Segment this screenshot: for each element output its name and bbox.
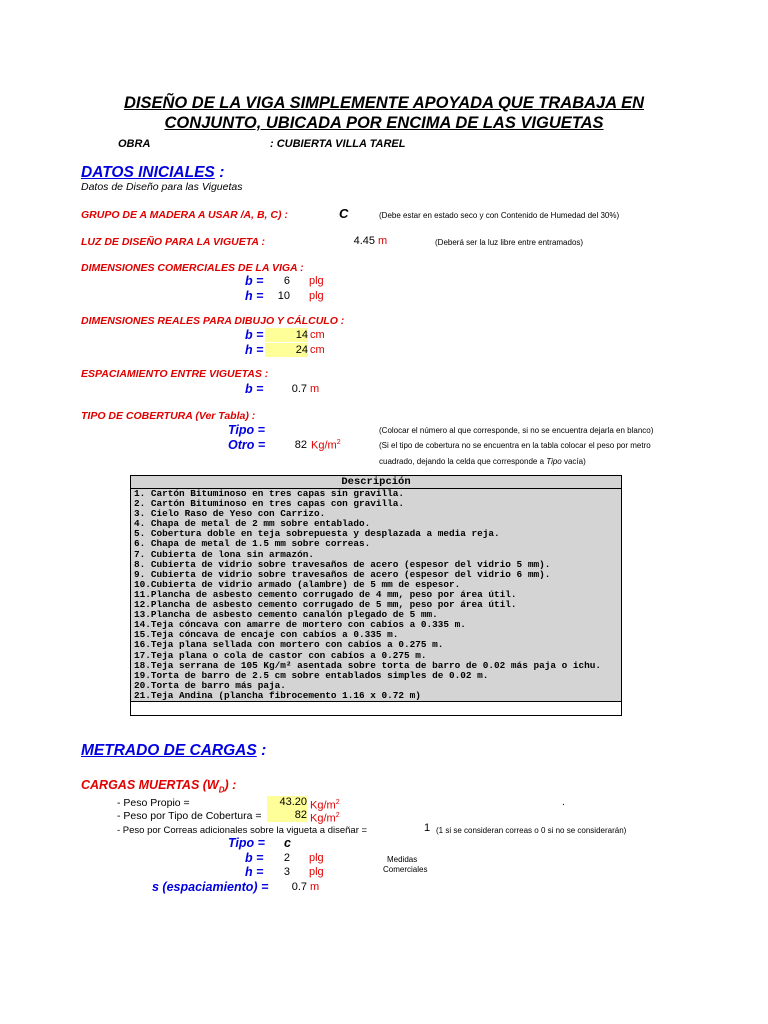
cobertura-otro-value[interactable]: 82 [294, 439, 307, 451]
luz-note: (Deberá ser la luz libre entre entramados) [435, 238, 584, 247]
table-row [131, 560, 622, 570]
peso-propio-value[interactable]: 43.20 [267, 796, 307, 809]
peso-correas-value[interactable]: 1 [424, 822, 431, 834]
peso-cobertura-value[interactable]: 82 [267, 809, 307, 822]
table-cell: 8. Cubierta de vidrio sobre travesaños de acero (espesor del vidrio 5 mm). [131, 560, 622, 570]
title-line-1: DISEÑO DE LA VIGA SIMPLEMENTE APOYADA QUE TRABAJA EN [123, 94, 645, 112]
peso-correas-note: (1 si se consideran correas o 0 si no se considerarán) [436, 826, 627, 835]
espac-label: ESPACIAMIENTO ENTRE VIGUETAS : [81, 368, 269, 380]
table-row [131, 590, 622, 600]
table-empty-row[interactable] [131, 701, 622, 715]
table-row [131, 671, 622, 681]
peso-propio-label: - Peso Propio = [117, 797, 190, 809]
table-row [131, 661, 622, 671]
metrado-heading-colon: : [261, 742, 267, 759]
table-row [131, 681, 622, 691]
table-cell: 20.Torta de barro más paja. [131, 681, 622, 691]
datos-subtitle: Datos de Diseño para las Viguetas [81, 181, 243, 193]
dim-com-h-unit: plg [309, 290, 324, 302]
table-cell: 11.Plancha de asbesto cemento corrugado de 4 mm, peso por área útil. [131, 590, 622, 600]
dim-com-b-value[interactable]: 6 [283, 275, 290, 287]
peso-cobertura-label: - Peso por Tipo de Cobertura = [117, 810, 262, 822]
cobertura-otro-unit: $Kg/m^2$ [311, 439, 341, 452]
cobertura-tipo-note: (Colocar el número al que corresponde, si no se encuentra dejarla en blanco) [379, 426, 654, 435]
table-row [131, 600, 622, 610]
table-cell: 18.Teja serrana de 105 Kg/m² asentada sobre torta de barro de 0.02 más paja o ichu. [131, 661, 622, 671]
peso-correas-label: - Peso por Correas adicionales sobre la vigueta a diseñar = [117, 825, 368, 836]
table-row [131, 550, 622, 560]
table-cell: 21.Teja Andina (plancha fibrocemento 1.16 x 0.72 m) [131, 691, 622, 702]
espac-b-label: b = [245, 382, 264, 396]
cobertura-otro-note-1: (Si el tipo de cobertura no se encuentra en la tabla colocar el peso por metro [379, 441, 651, 450]
grupo-value[interactable]: C [339, 206, 349, 221]
luz-value[interactable]: 4.45 [353, 235, 375, 247]
table-cell: 4. Chapa de metal de 2 mm sobre entablado. [131, 519, 622, 529]
peso-propio-unit: $Kg/m^2$ [310, 799, 340, 812]
cobertura-label: TIPO DE COBERTURA (Ver Tabla) : [81, 410, 256, 422]
metrado-heading [81, 742, 266, 760]
table-row [131, 640, 622, 650]
metrado-heading-text: METRADO DE CARGAS [81, 742, 257, 759]
table-cell: 2. Cartón Bituminoso en tres capas con gravilla. [131, 499, 622, 509]
title-line-2: CONJUNTO, UBICADA POR ENCIMA DE LAS VIGUETAS [164, 114, 604, 132]
table-cell: 1. Cartón Bituminoso en tres capas sin gravilla. [131, 489, 622, 500]
dim-real-b-value[interactable]: 14 [265, 328, 308, 342]
cobertura-otro-note-2: cuadrado, dejando la celda que corresponde a Tipo vacía) [379, 457, 586, 466]
table-cell: 16.Teja plana sellada con mortero con cabíos a 0.275 m. [131, 640, 622, 650]
luz-label: LUZ DE DISEÑO PARA LA VIGUETA : [81, 236, 265, 248]
dim-com-b-label: b = [245, 274, 264, 288]
espaciamiento-label: s (espaciamiento) = [152, 880, 269, 894]
dim-real-h-label: h = [245, 343, 264, 357]
table-row [131, 610, 622, 620]
table-row [131, 519, 622, 529]
peso-cobertura-unit: $Kg/m^2$ [310, 812, 340, 825]
table-row [131, 630, 622, 640]
table-cell: 15.Teja cóncava de encaje con cabíos a 0.335 m. [131, 630, 622, 640]
espaciamiento-value[interactable]: 0.7 [291, 881, 307, 893]
espaciamiento-unit: m [310, 881, 320, 893]
datos-heading-text: DATOS INICIALES [81, 164, 215, 181]
table-row [131, 509, 622, 519]
table-row [131, 499, 622, 509]
correa-h-unit: plg [309, 866, 324, 878]
dim-com-b-unit: plg [309, 275, 324, 287]
table-cell: 10.Cubierta de vidrio armado (alambre) de 5 mm de espesor. [131, 580, 622, 590]
datos-heading [81, 164, 224, 182]
correa-tipo-value[interactable]: c [284, 836, 291, 850]
grupo-note: (Debe estar en estado seco y con Contenido de Humedad del 30%) [379, 211, 620, 220]
table-empty-cell[interactable] [131, 701, 622, 715]
correa-b-unit: plg [309, 852, 324, 864]
table-cell: 7. Cubierta de lona sin armazón. [131, 550, 622, 560]
table-row [131, 691, 622, 702]
table-row [131, 539, 622, 549]
comerciales-label: Comerciales [383, 865, 428, 874]
table-cell: 13.Plancha de asbesto cemento canalón plegado de 5 mm. [131, 610, 622, 620]
table-cell: 6. Chapa de metal de 1.5 mm sobre correas. [131, 539, 622, 549]
grupo-label: GRUPO DE A MADERA A USAR /A, B, C) : [81, 209, 288, 221]
table-cell: 3. Cielo Raso de Yeso con Carrizo. [131, 509, 622, 519]
dim-com-label: DIMENSIONES COMERCIALES DE LA VIGA : [81, 262, 304, 274]
espac-unit: m [310, 383, 320, 395]
dim-real-b-label: b = [245, 328, 264, 342]
table-cell: 17.Teja plana o cola de castor con cabíos a 0.275 m. [131, 651, 622, 661]
table-row [131, 651, 622, 661]
table-cell: 9. Cubierta de vidrio sobre travesaños de acero (espesor del vidrio 6 mm). [131, 570, 622, 580]
table-header: Descripción [131, 476, 622, 489]
espac-value[interactable]: 0.7 [291, 383, 307, 395]
dim-real-label: DIMENSIONES REALES PARA DIBUJO Y CÁLCULO : [81, 315, 345, 327]
obra-label: OBRA [118, 138, 151, 150]
peso-propio-dot: . [562, 796, 565, 808]
dim-com-h-value[interactable]: 10 [277, 290, 290, 302]
table-row [131, 570, 622, 580]
table-cell: 5. Cobertura doble en teja sobrepuesta y desplazada a media reja. [131, 529, 622, 539]
dim-real-h-value[interactable]: 24 [265, 343, 308, 357]
correa-b-label: b = [245, 851, 264, 865]
table-row [131, 620, 622, 630]
cobertura-table [130, 475, 622, 716]
table-row [131, 529, 622, 539]
datos-heading-colon: : [219, 164, 225, 181]
table-row [131, 580, 622, 590]
table-cell: 12.Plancha de asbesto cemento corrugado de 5 mm, peso por área útil. [131, 600, 622, 610]
cargas-muertas-label: CARGAS MUERTAS $(W_D)$ : [81, 778, 237, 795]
cobertura-otro-label: Otro = [228, 438, 266, 452]
table-cell: 19.Torta de barro de 2.5 cm sobre entablados simples de 0.02 m. [131, 671, 622, 681]
correa-b-value[interactable]: 2 [283, 852, 290, 864]
dim-com-h-label: h = [245, 289, 264, 303]
correa-h-label: h = [245, 865, 264, 879]
medidas-label: Medidas [387, 855, 418, 864]
table-cell: 14.Teja cóncava con amarre de mortero con cabíos a 0.335 m. [131, 620, 622, 630]
obra-value: : CUBIERTA VILLA TAREL [270, 138, 406, 150]
correa-tipo-label: Tipo = [228, 836, 265, 850]
luz-unit: m [378, 235, 388, 247]
cobertura-tipo-label: Tipo = [228, 423, 265, 437]
dim-real-b-unit: cm [310, 329, 325, 341]
correa-h-value[interactable]: 3 [283, 866, 290, 878]
table-row [131, 489, 622, 500]
dim-real-h-unit: cm [310, 344, 325, 356]
